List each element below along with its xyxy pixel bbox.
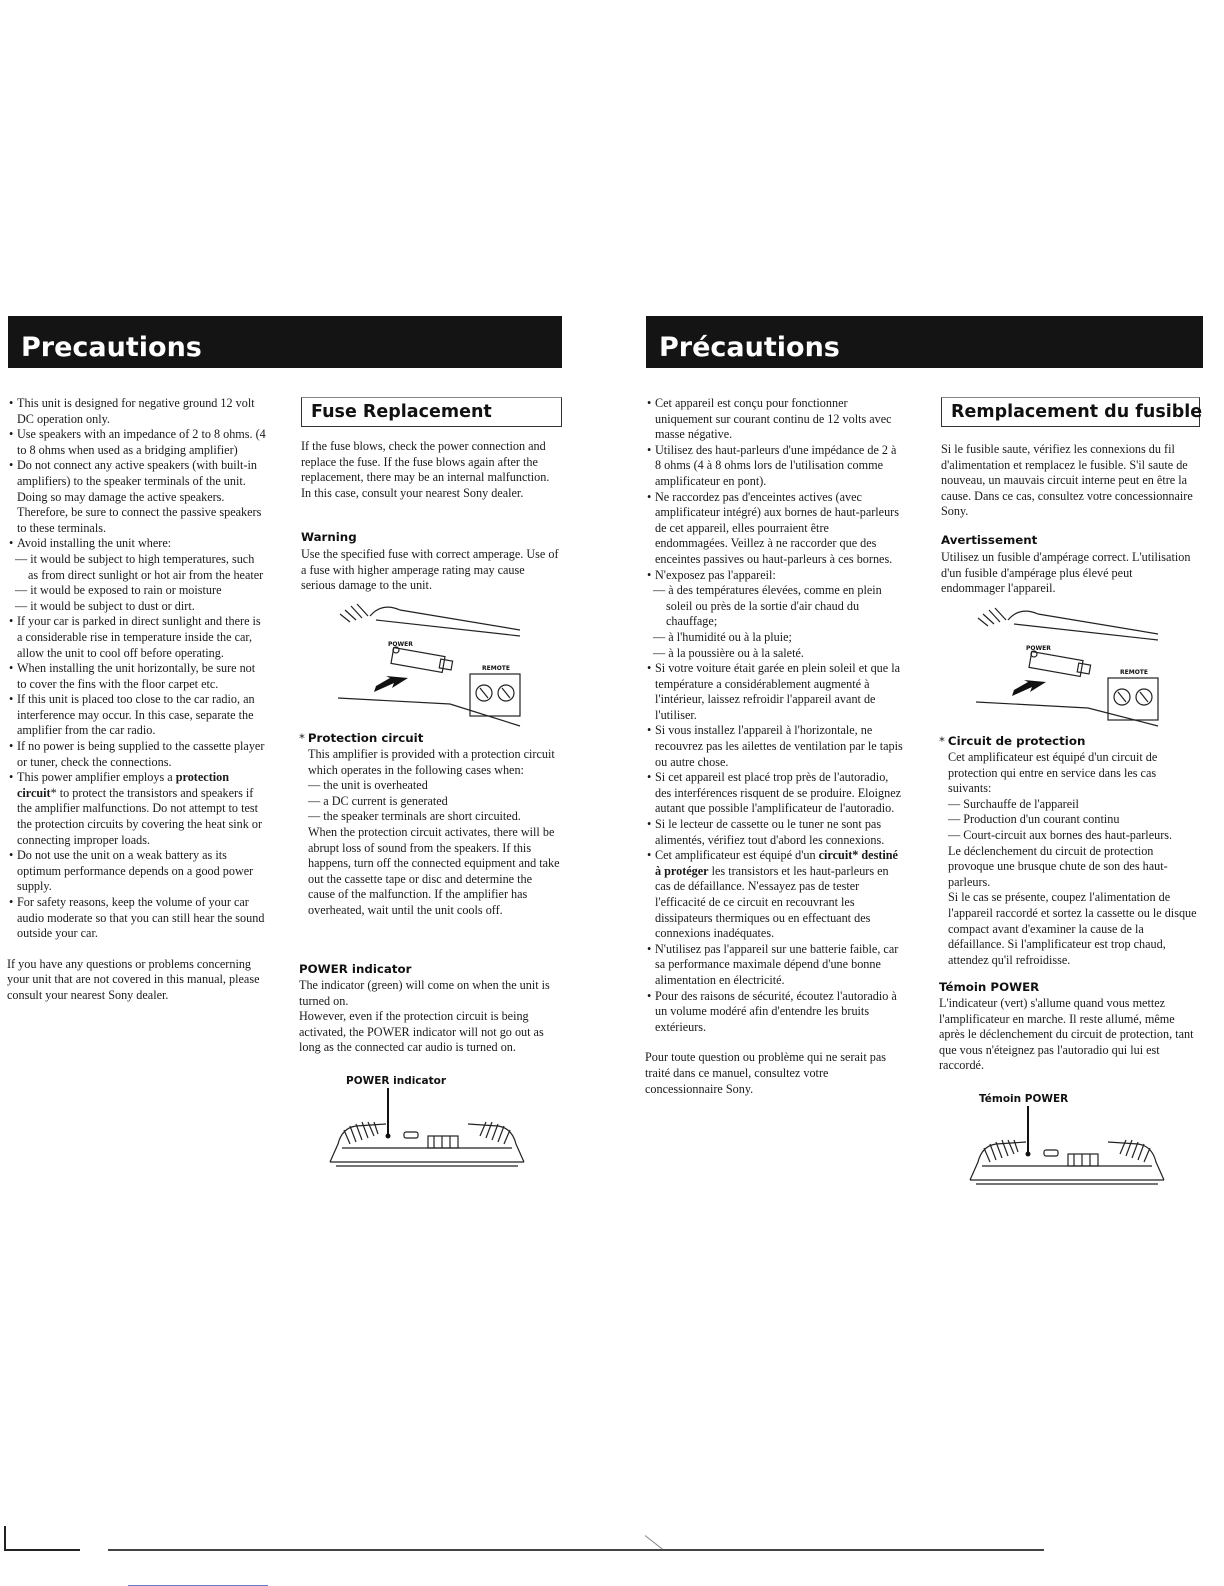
closing-note: Pour toute question ou problème qui ne serait pas traité dans ce manuel, consultez votre concessionnaire Sony. [645, 1050, 886, 1096]
list-item: • N'utilisez pas l'appareil sur une batterie faible, car sa performance maximale dépend d'une bonne alimentation en électricité. [645, 942, 903, 989]
list-item: • If this unit is placed too close to the car radio, an interference may occur. In this case, separate the amplifier from the car radio. [7, 692, 266, 739]
list-subitem: — it would be exposed to rain or moisture [15, 583, 222, 598]
list-item: • Si votre voiture était garée en plein soleil et que la température a considérablement augmenté à l'intérieur, laissez refroidir l'appareil avant de l'utiliser. [645, 661, 903, 723]
section-title-box [301, 397, 562, 427]
figure-caption: Témoin POWER [979, 1093, 1069, 1105]
amplifier-illustration [962, 1106, 1172, 1188]
list-subitem: — it would be subject to high temperatures, such as from direct sunlight or hot air from the heater [15, 551, 264, 582]
page-title: Precautions [21, 332, 202, 363]
protection-case: — a DC current is generated [308, 793, 448, 808]
protection-heading: * Circuit de protection [939, 734, 1086, 748]
section-title: Remplacement du fusible [951, 402, 1203, 422]
fig-label-remote: REMOTE [482, 665, 510, 672]
fuse-illustration [968, 604, 1168, 728]
power-indicator-heading: POWER indicator [299, 962, 412, 976]
list-item-protection: • Cet amplificateur est équipé d'un circuit* destiné à protéger les transistors et les haut-parleurs en cas de défaillance. N'essayez pas de tester l'efficacité de ce circuit en recouvrant les dissipateurs thermiques ou en effectuant des connexions inadéquates. [645, 848, 903, 942]
crop-mark-horizontal [4, 1549, 80, 1551]
fig-label-power: POWER [1026, 645, 1051, 652]
power-indicator-heading: Témoin POWER [939, 980, 1040, 994]
list-item: • Use speakers with an impedance of 2 to 8 ohms. (4 to 8 ohms when used as a bridging amplifier) [7, 427, 266, 458]
list-subitem: — à la poussière ou à la saleté. [653, 645, 804, 660]
list-item: • If your car is parked in direct sunlight and there is a considerable rise in temperature inside the car, allow the unit to cool off before operating. [7, 614, 266, 661]
protection-paragraph: Cet amplificateur est équipé d'un circuit de protection qui entre en service dans les cas suivants: — Surchauffe de l'appareil — Production d'un courant continu — Court-circuit aux bornes des haut-parleurs. Le déclenchement du circuit de protection provoque une brusque chute de son des haut-parleurs. Si le cas se présente, coupez l'alimentation de l'appareil raccordé et sortez la cassette ou le disque compact avant d'examiner la cause de la défaillance. Si l'amplificateur est trop chaud, attendez qu'il refroidisse. [948, 750, 1202, 968]
list-subitem: — à des températures élevées, comme en plein soleil ou près de la sortie d'air chaud du chauffage; [653, 583, 882, 629]
precautions-list [7, 396, 266, 1004]
fuse-paragraph: Si le fusible saute, vérifiez les connexions du fil d'alimentation et remplacez le fusible. S'il saute de nouveau, un mauvais circuit interne peut en être la cause. Dans ce cas, consultez votre concessionnaire Sony. [941, 442, 1193, 519]
protection-case: — Production d'un courant continu [948, 812, 1120, 827]
fuse-illustration [330, 600, 530, 724]
page-title: Précautions [659, 332, 840, 363]
list-subitem: — à l'humidité ou à la pluie; [653, 629, 792, 644]
warning-heading: Avertissement [941, 533, 1038, 547]
list-item: • Si cet appareil est placé trop près de l'autoradio, des interférences risquent de se produire. Eloignez autant que possible l'amplificateur de l'autoradio. [645, 770, 903, 817]
protection-case: — Surchauffe de l'appareil [948, 796, 1079, 811]
list-item: • When installing the unit horizontally, be sure not to cover the fins with the floor carpet etc. [7, 661, 266, 692]
figure-caption: POWER indicator [346, 1075, 447, 1087]
amplifier-illustration [322, 1088, 532, 1170]
precautions-list [645, 396, 903, 1097]
protection-heading: * Protection circuit [299, 731, 424, 745]
warning-paragraph: Use the specified fuse with correct amperage. Use of a fuse with higher amperage rating may cause serious damage to the unit. [301, 547, 559, 593]
fuse-paragraph: If the fuse blows, check the power connection and replace the fuse. If the fuse blows again after the replacement, there may be an internal malfunction. In this case, consult your nearest Sony dealer. [301, 439, 550, 500]
list-item: • Si le lecteur de cassette ou le tuner ne sont pas alimentés, vérifiez tout d'abord les connexions. [645, 817, 903, 848]
power-indicator-paragraph: The indicator (green) will come on when the unit is turned on. However, even if the protection circuit is being activated, the POWER indicator will not go out as long as the connected car audio is turned on. [299, 978, 550, 1055]
list-item: • Si vous installez l'appareil à l'horizontale, ne recouvrez pas les ailettes de ventilation par le tapis ou autre chose. [645, 723, 903, 770]
list-item: • Do not connect any active speakers (with built-in amplifiers) to the speaker terminals of the unit. Doing so may damage the active speakers. Therefore, be sure to connect the passive speakers to these terminals. [7, 458, 266, 536]
page-title-banner [8, 316, 562, 368]
list-item: • N'exposez pas l'appareil: [645, 568, 903, 584]
list-item: • Ne raccordez pas d'enceintes actives (avec amplificateur intégré) aux bornes de haut-parleurs de cet appareil, elles pourraient être endommagées. Veillez à ne raccorder que des enceintes passives ou haut-parleurs à ces bornes. [645, 490, 903, 568]
protection-case: — the unit is overheated [308, 778, 428, 793]
bottom-divider [108, 1549, 1044, 1551]
list-item: • Pour des raisons de sécurité, écoutez l'autoradio à un volume modéré afin d'entendre les bruits extérieurs. [645, 989, 903, 1036]
list-item: • Cet appareil est conçu pour fonctionner uniquement sur courant continu de 12 volts avec masse négative. [645, 396, 903, 443]
protection-case: — Court-circuit aux bornes des haut-parleurs. [948, 827, 1173, 842]
fig-label-power: POWER [388, 641, 413, 648]
section-title-box [941, 397, 1203, 427]
fig-label-remote: REMOTE [1120, 669, 1148, 676]
scan-mark [645, 1535, 663, 1549]
warning-paragraph: Utilisez un fusible d'ampérage correct. L'utilisation d'un fusible d'ampérage plus élevé peut endommager l'appareil. [941, 550, 1191, 596]
power-indicator-paragraph: L'indicateur (vert) s'allume quand vous mettez l'amplificateur en marche. Il reste allumé, même après le déclenchement du circuit de protection, tant que vous n'éteignez pas l'autoradio qui lui est raccordé. [939, 996, 1194, 1073]
list-item: • For safety reasons, keep the volume of your car audio moderate so that you can still hear the sound outside your car. [7, 895, 266, 942]
list-item: • Do not use the unit on a weak battery as its optimum performance depends on a good power supply. [7, 848, 266, 895]
crop-mark-vertical [4, 1526, 6, 1551]
protection-paragraph: This amplifier is provided with a protection circuit which operates in the following cases when: — the unit is overheated — a DC current is generated — the speaker terminals are short circuited. When the protection circuit activates, there will be abrupt loss of sound from the speakers. If this happens, turn off the connected equipment and take out the cassette tape or disc and determine the cause of the malfunction. If the amplifier has overheated, wait until the unit cools off. [308, 747, 560, 917]
list-item-protection: • This power amplifier employs a protection circuit* to protect the transistors and speakers if the amplifier malfunctions. Do not attempt to test the protection circuits by covering the heat sink or connecting improper loads. [7, 770, 266, 848]
list-item: • Avoid installing the unit where: [7, 536, 266, 552]
protection-case: — the speaker terminals are short circuited. [308, 809, 521, 824]
warning-heading: Warning [301, 530, 357, 544]
section-title: Fuse Replacement [311, 402, 492, 422]
list-item: • This unit is designed for negative ground 12 volt DC operation only. [7, 396, 266, 427]
list-item: • If no power is being supplied to the cassette player or tuner, check the connections. [7, 739, 266, 770]
closing-note: If you have any questions or problems concerning your unit that are not covered in this manual, please consult your nearest Sony dealer. [7, 956, 260, 1002]
list-subitem: — it would be subject to dust or dirt. [15, 598, 195, 613]
list-item: • Utilisez des haut-parleurs d'une impédance de 2 à 8 ohms (4 à 8 ohms lors de l'utilisation comme amplificateur en pont). [645, 443, 903, 490]
page-title-banner [646, 316, 1203, 368]
